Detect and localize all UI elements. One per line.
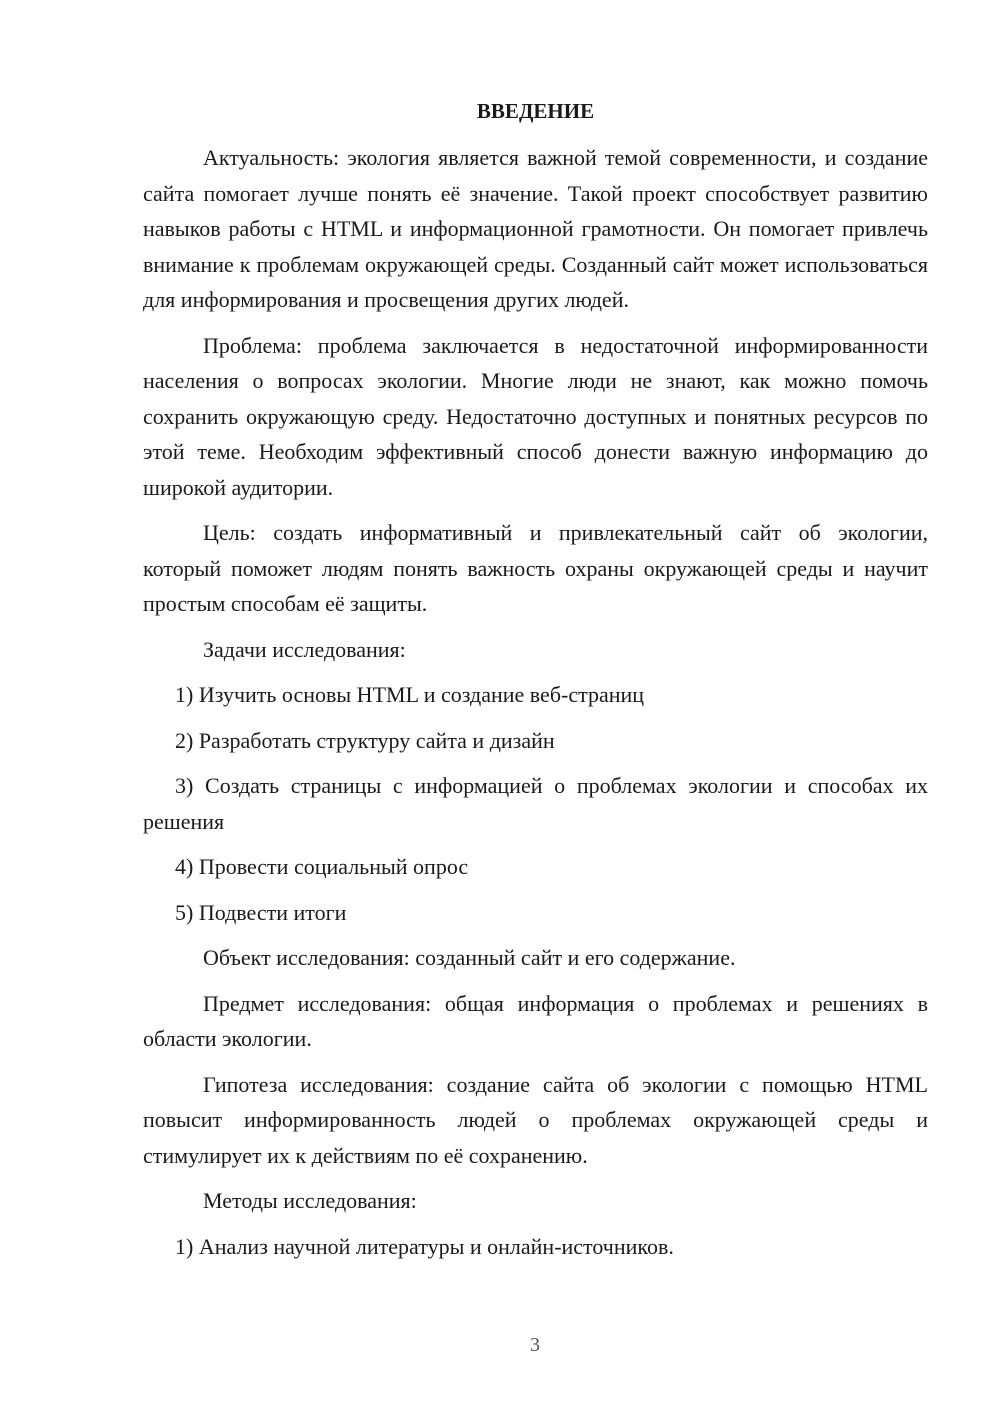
tasks-heading: Задачи исследования:	[203, 636, 406, 662]
page-content	[143, 96, 928, 1274]
page-number: 3	[530, 1334, 540, 1356]
task-item: 1) Изучить основы HTML и создание веб-страниц	[175, 682, 645, 707]
subject-paragraph: Предмет исследования: общая информация о проблемах и решениях в области экологии.	[143, 990, 928, 1051]
method-item: 1) Анализ научной литературы и онлайн-источников.	[175, 1233, 674, 1259]
hypothesis-paragraph: Гипотеза исследования: создание сайта об экологии с помощью HTML повысит информированность людей о проблемах окружающей среды и стимулирует их к действиям по её сохранению.	[143, 1071, 928, 1168]
goal-paragraph: Цель: создать информативный и привлекательный сайт об экологии, который поможет людям понять важность охраны окружающей среды и научит простым способам её защиты.	[143, 520, 928, 616]
section-title: ВВЕДЕНИЕ	[476, 99, 595, 123]
task-item: 2) Разработать структуру сайта и дизайн	[175, 727, 555, 753]
task-item: 3) Создать страницы с информацией о проблемах экологии и способах их решения	[143, 773, 928, 834]
methods-heading: Методы исследования:	[203, 1188, 417, 1213]
problem-paragraph: Проблема: проблема заключается в недостаточной информированности населения о вопросах экологии. Многие люди не знают, как можно помочь сохранить окружающую среду. Недостаточно доступных и понятных ресурсов по этой теме. Необходим эффективный способ донести важную информацию до широкой аудитории.	[143, 332, 928, 500]
relevance-paragraph: Актуальность: экология является важной темой современности, и создание сайта помогает лучше понять её значение. Такой проект способствует развитию навыков работы с HTML и информационной грамотности. Он помогает привлечь внимание к проблемам окружающей среды. Созданный сайт может использоваться для информирования и просвещения других людей.	[143, 145, 928, 312]
task-item: 5) Подвести итоги	[175, 899, 347, 925]
object-paragraph: Объект исследования: созданный сайт и его содержание.	[203, 945, 736, 970]
task-item: 4) Провести социальный опрос	[175, 854, 469, 879]
